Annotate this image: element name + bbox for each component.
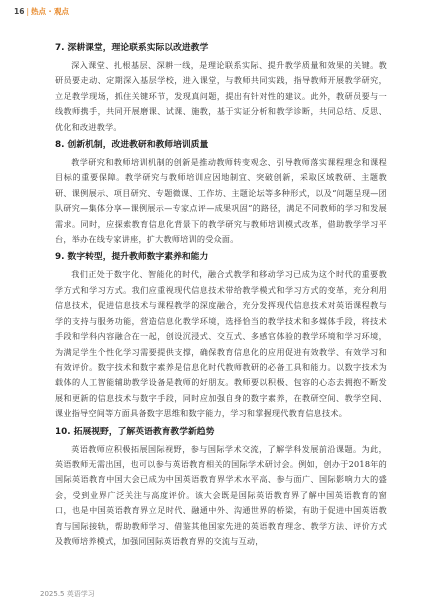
running-head — [14, 6, 69, 18]
paragraph: 教学研究和教师培训机制的创新是推动教师转变观念、引导教师落实课程理念和课程目标的重要保障。教学研究与教师培训应因地制宜、突破创新，采取区域教研、主题教研、课例展示、项目研究、专题微课、工作坊、主题论坛等多种形式，以及“问题呈现—团队研究—集体分享—课例展示—专家点评—成果巩固”的路径，满足不同教师的学习和发展需求。同时，应探索教育信息化背景下的教学研究与教师培训模式改革，借助教学学习平台，举办在线专家讲座，扩大教师培训的受众面。 — [55, 157, 387, 245]
paragraph: 英语教师应积极拓展国际视野，参与国际学术交流，了解学科发展前沿课题。为此，英语教师无需出国，也可以参与英语教育相关的国际学术研讨会。例如，创办于2018年的国际英语教育中国大会已成为中国英语教育界学术水平高、参与面广、国际影响力大的盛会，受到业界广泛关注与高度评价。该大会既是国际英语教育界了解中国英语教育的窗口，也是中国英语教育界立足时代、融通中外、沟通世界的桥梁，有助于促进中国英语教育与国际接轨，帮助教师学习、借鉴其他国家先进的英语教育理念、教学方法、评价方式及教师培养模式，加强同国际英语教育界的交流与互动， — [55, 443, 387, 546]
header-separator: | — [26, 7, 29, 16]
journal-name: 英语学习 — [66, 590, 95, 598]
page-footer — [40, 589, 95, 599]
paragraph: 深入课堂、扎根基层、深耕一线，是理论联系实际、提升教学质量和效果的关键。教研员要走动、定期深入基层学校，进入课堂，与教师共同实践，指导教师开展教学研究，立足教学现场，抓住关键环节，发现真问题，提出有针对性的建议。此外，教研员要与一线教师携手，共同开展磨课、试课、施教，基于实证分析和教学诊断，共同总结、反思、优化和改进教学。 — [55, 60, 387, 132]
article-body — [55, 40, 387, 553]
issue-number: 2025.5 — [40, 590, 65, 598]
page-number: 16 — [14, 7, 25, 16]
paragraph: 我们正处于数字化、智能化的时代，融合式教学和移动学习已成为这个时代的重要教学方式和学习方式。我们应重视现代信息技术带给教学模式和学习方式的变革，充分利用信息技术，促进信息技术与课程教学的深度融合，充分发挥现代信息技术对英语课程教与学的支持与服务功能，营造信息化教学环境，选择恰当的教学技术和多媒体手段，将技术手段和学科内容融合在一起，创设沉浸式、交互式、多感官体验的教学环境和学习环境，为满足学生个性化学习需要提供支撑，确保教育信息化的应用促进有效教学、有效学习和有效评价。数字技术和数字素养是信息化时代教师教研的必备工具和能力。以数字技术为载体的人工智能辅助教学设备是教师的好朋友。教师要以积极、包容的心态去拥抱不断发展和更新的信息技术与数字手段，同时应加强自身的数字素养，在教研空间、教学空间、课业指导空间等方面具备数字思维和数字能力，学习和掌握现代教育信息技术。 — [55, 269, 387, 419]
section-heading-7: 7. 深耕课堂，理论联系实际以改进教学 — [55, 43, 209, 53]
section-title: 热点 · 观点 — [30, 7, 70, 16]
section-heading-9: 9. 数字转型，提升教师数字素养和能力 — [55, 252, 209, 263]
section-heading-8: 8. 创新机制，改进教研和教师培训质量 — [55, 140, 209, 151]
section-heading-10: 10. 拓展视野，了解英语教育教学新趋势 — [55, 426, 215, 437]
